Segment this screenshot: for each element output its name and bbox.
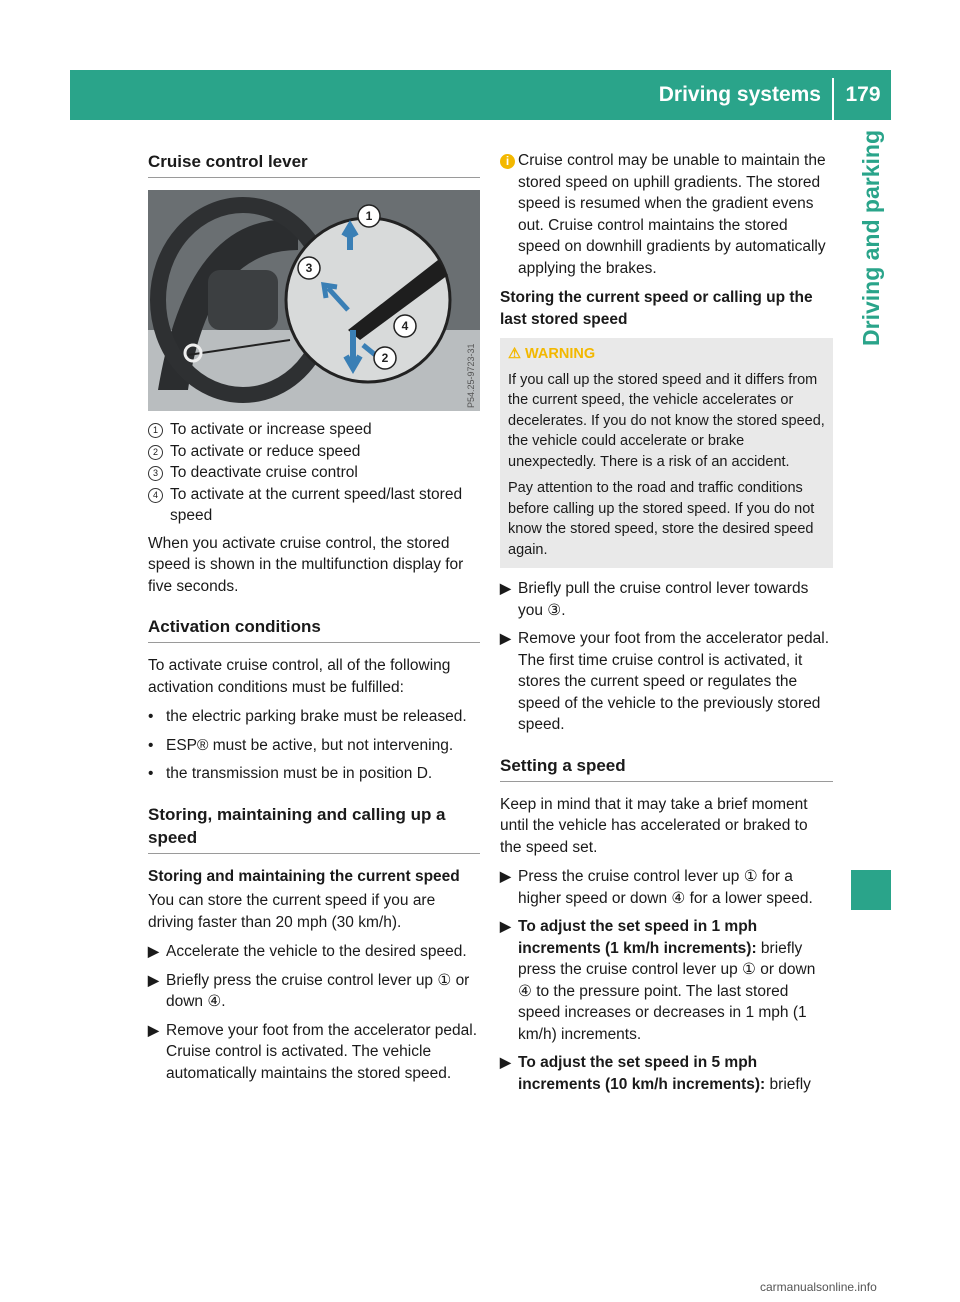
header-title: Driving systems: [658, 83, 821, 106]
info-icon: i: [500, 154, 515, 169]
step-bold: To adjust the set speed in 1 mph increments (1 km/h increments):: [518, 918, 758, 957]
footer-watermark: carmanualsonline.info: [760, 1280, 877, 1294]
legend-item: [148, 419, 480, 441]
legend-number: 4: [148, 488, 163, 503]
section-title-cruise-lever: Cruise control lever: [148, 150, 480, 178]
legend-item: [148, 441, 480, 463]
step-text: Press the cruise control lever up ① for a higher speed or down ④ for a lower speed.: [518, 868, 813, 907]
warning-box: [500, 338, 833, 568]
list-item-text: ESP® must be active, but not intervening.: [166, 736, 454, 754]
figure-code: P54.25-9723-31: [466, 343, 476, 408]
page-header: [70, 70, 891, 120]
instruction-step: ▶ To adjust the set speed in 5 mph increments (10 km/h increments): briefly: [500, 1054, 811, 1093]
subsection-title: Storing and maintaining the current speed: [148, 867, 460, 885]
step-text: Remove your foot from the accelerator pedal. Cruise control is activated. The vehicle automatically maintains the stored speed.: [166, 1021, 478, 1082]
cruise-control-lever-figure: [148, 190, 480, 411]
step-text: briefly press the cruise control lever up ① or down ④ to the pressure point. The last stored speed increases or decreases in 1 mph (1 km/h) increments.: [518, 939, 816, 1043]
step-text: Briefly pull the cruise control lever towards you ③.: [518, 580, 809, 619]
legend-number: 1: [148, 423, 163, 438]
paragraph: To activate cruise control, all of the following activation conditions must be fulfilled:: [148, 657, 451, 696]
step-text: briefly: [765, 1075, 811, 1093]
paragraph: You can store the current speed if you are driving faster than 20 mph (30 km/h).: [148, 892, 436, 931]
list-item-text: the transmission must be in position D.: [166, 765, 433, 782]
figure-callout-4: 4: [401, 319, 409, 333]
chapter-tab: [851, 130, 891, 560]
subsection-title: Storing the current speed or calling up the last stored speed: [500, 289, 813, 328]
chapter-marker: [851, 870, 891, 910]
instruction-step: ▶ Press the cruise control lever up ① for a higher speed or down ④ for a lower speed.: [500, 868, 813, 907]
legend-number: 3: [148, 466, 163, 481]
section-title-activation: Activation conditions: [148, 615, 480, 643]
section-title-storing: Storing, maintaining and calling up a speed: [148, 803, 480, 854]
info-note: [500, 150, 833, 279]
instruction-step: ▶ Remove your foot from the accelerator pedal. Cruise control is activated. The vehicle automatically maintains the stored speed.: [148, 1020, 480, 1085]
figure-callout-2: 2: [381, 351, 389, 365]
instruction-step: ▶ To adjust the set speed in 1 mph increments (1 km/h increments): briefly press the cruise control lever up ① or down ④ to the pressure point. The last stored speed increases or decreases in 1 mph (1 km/h) increments.: [500, 918, 816, 1043]
instruction-step: ▶ Remove your foot from the accelerator pedal. The first time cruise control is activated, it stores the current speed or regulates the speed of the vehicle to the previously stored speed.: [500, 628, 833, 736]
legend-text: To activate at the current speed/last stored speed: [170, 485, 463, 524]
instruction-step: ▶ Briefly press the cruise control lever up ① or down ④.: [148, 970, 480, 1013]
section-title-setting-speed: Setting a speed: [500, 754, 833, 782]
legend-text: To activate or reduce speed: [170, 442, 361, 460]
warning-header: [508, 344, 825, 365]
warning-text: If you call up the stored speed and it differs from the current speed, the vehicle accelerates or decelerates. If you do not know the stored speed, the vehicle could accelerate or brake unexpectedly. There is a risk of an accident.: [508, 371, 825, 470]
figure-callout-3: 3: [305, 261, 313, 275]
header-divider: [832, 78, 834, 120]
instruction-step: ▶ Accelerate the vehicle to the desired speed.: [148, 941, 480, 963]
left-column: [148, 150, 480, 1091]
instruction-step: ▶ Briefly pull the cruise control lever towards you ③.: [500, 578, 833, 621]
figure-callout-1: 1: [365, 209, 373, 223]
legend-number: 2: [148, 445, 163, 460]
list-item-text: the electric parking brake must be released.: [166, 708, 467, 725]
info-text: Cruise control may be unable to maintain the stored speed on uphill gradients. The stored speed is resumed when the gradient evens out. Cruise control maintains the stored speed on downhill gradients by automatically applying the brakes.: [518, 152, 826, 277]
legend-text: To activate or increase speed: [170, 421, 372, 438]
chapter-tab-label: Driving and parking: [858, 130, 884, 346]
page-number: 179: [845, 83, 881, 106]
paragraph: Keep in mind that it may take a brief moment until the vehicle has accelerated or braked to the speed set.: [500, 795, 808, 856]
list-item: • the electric parking brake must be released.: [148, 706, 480, 728]
step-bold: To adjust the set speed in 5 mph increments (10 km/h increments):: [518, 1054, 766, 1093]
warning-triangle-icon: ⚠: [508, 346, 521, 362]
lever-illustration: [148, 190, 480, 411]
step-text: Accelerate the vehicle to the desired speed.: [166, 943, 467, 960]
list-item: • ESP® must be active, but not intervening.: [148, 735, 480, 757]
right-column: [500, 150, 833, 1102]
warning-title: WARNING: [525, 346, 596, 362]
warning-text: Pay attention to the road and traffic conditions before calling up the stored speed. If you do not know the stored speed, store the desired speed again.: [508, 480, 815, 558]
paragraph: When you activate cruise control, the stored speed is shown in the multifunction display for five seconds.: [148, 534, 464, 595]
step-text: Remove your foot from the accelerator pedal. The first time cruise control is activated, it stores the current speed or regulates the speed of the vehicle to the previously stored speed.: [518, 630, 830, 733]
legend-item: [148, 462, 480, 484]
legend-text: To deactivate cruise control: [170, 464, 358, 481]
list-item: • the transmission must be in position D.: [148, 763, 480, 785]
step-text: Briefly press the cruise control lever up ① or down ④.: [166, 971, 470, 1010]
legend-item: [148, 484, 480, 527]
